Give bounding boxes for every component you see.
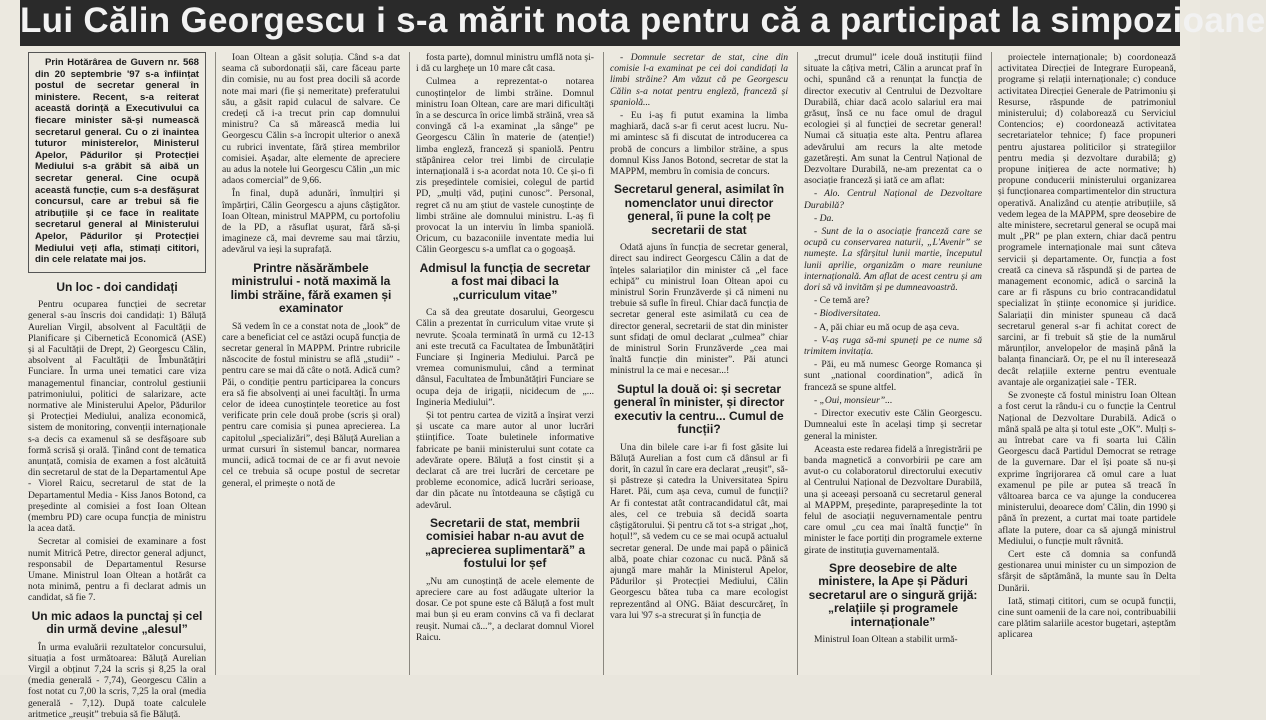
lead-box [28, 52, 206, 273]
paragraph: proiectele internaționale; b) coordonează activitatea Direcției de Integrare Europeană, programe și relații internaționale; c) conduce activitatea Direcției Generale de Patrimoniu și Resurse, răspunde de patrimoniul ministerului; d) colaborează cu Serviciul Contencios; e) coordonează activitatea secretariatelor tehnice; f) face propuneri pentru ajustarea politicilor și strategiilor pentru media și dezvoltare durabilă; g) propune inițierea de acte normative; h) propune conducerii ministerului organizarea și funcționarea compartimentelor din structura operativă. Analizând cu atenție atribuțiile, să vedem legea de la MAPPM, spre deosebire de alte ministere, secretarul general se ocupă mai mult „PR” pe plan extern, chiar dacă pentru programele internaționale mai sunt câteva servicii și departamente. Or, funcția a fost creată ca cineva să răspundă și de partea de management economic, adică o sarcină la care ar fi răspuns cu brio contracandidatul specializat în științe economice și juridice. Salariații din minister spuneau că dacă secretarul general s-ar fi achitat corect de sarcini, ar fi trebuit să știe de la numărul mărunților, anvelopelor de mașină până la balanța financiară. Or, pe el nu îl interesează decât relațiile externe pentru eventuale avantaje ale organizației sale - TER. [998, 52, 1176, 388]
article-columns [28, 52, 1176, 720]
paragraph: - Director executiv este Călin Georgescu. Dumnealui este în același timp și secretar general la minister. [804, 408, 982, 442]
paragraph: - Biodiversitatea. [814, 308, 881, 320]
paragraph: - A, păi chiar eu mă ocup de așa ceva. [814, 321, 960, 333]
subheading-8: Spre deosebire de alte ministere, la Ape și Păduri secretarul are o singură grijă: „relațiile și programele internaționale” [808, 560, 978, 629]
paragraph: Pentru ocuparea funcției de secretar general s-au înscris doi candidați: 1) Băluță Aurelian Virgil, absolvent al Facultății de Planificare și Cibernetică Economică (ASE) și al Facultății de Drept, 2) Georgescu Călin, absolvent al Facultății de Îmbunătățiri Funciare. În urma unei tematici care viza managementul financiar, controlul gestiunii patrimoniului, politici de salarizare, acte normative ale Ministerului Apelor, Pădurilor și Protecției Mediului, analiza economică, sistem de monitoring, convenții internaționale s-a decis ca examenul să se desfășoare sub formă scrisă și orală. Ținând cont de tematica anunțată, comisia de examen a fost alcătuită din secretarul de stat de la Departamentul Ape - Viorel Raicu, secretarul de stat de la Departamentul Media - Kiss Janos Botond, ca președinte al comisiei a fost Ioan Oltean (membru PD) care ocupa funcția de ministru la acea dată. [28, 299, 206, 535]
column-1 [28, 52, 206, 720]
paragraph: „Nu am cunoștință de acele elemente de apreciere care au fost adăugate ulterior la dosar. Ce pot spune este că Băluță a fost mult mai bun și eu eram convins că va fi declarat reușit. Numai că...”, a declarat domnul Viorel Raicu. [416, 575, 594, 643]
subheading-5: Secretarii de stat, membrii comisiei habar n-au avut de „aprecierea suplimentară” a fostului lor șef [424, 515, 586, 571]
paragraph: Ioan Oltean a găsit soluția. Când s-a dat seama că subordonații săi, care făceau parte din comisie, nu au fost prea docili să acorde note mai mari (fie și nemeritate) preferatului său, a găsit rapid culacul de salvare. Ce credeți că i-a trecut prin cap domnului ministru? Ca să mărească media lui Georgescu Călin s-a încropit ulterior o anexă cu rubrici inventate, fără știrea membrilor comisiei. Așadar, alte elemente de apreciere au adus la notele lui Georgescu Călin „un mic adaos comercial” de 9,66. [222, 52, 400, 187]
column-6 [991, 52, 1176, 675]
paragraph: Cert este că domnia sa confundă gestionarea unui minister cu un simpozion de sfârșit de săptămână, la munte sau în Delta Dunării. [998, 548, 1176, 594]
paragraph: fosta parte), domnul ministru umflă nota și-i dă cu largheţe un 10 mare cât casa. [416, 52, 594, 75]
subheading-6: Secretarul general, asimilat în nomenclator unui director general, îi pune la colț pe secretarii de stat [613, 182, 785, 237]
paragraph: - Alo. Centrul Național de Dezvoltare Durabilă? [804, 188, 982, 211]
paragraph: - Domnule secretar de stat, cine din comisie l-a examinat pe cei doi candidați la limbi străine? Am văzut că pe Georgescu Călin s-a notat pentru engleză, franceză și spaniolă... [610, 52, 788, 108]
subheading-2: Un mic adaos la punctaj și cel din urmă devine „alesul” [31, 608, 203, 637]
paragraph: - Păi, eu mă numesc George Romanca și sunt „national coordination”, adică în franceză se spune altfel. [804, 359, 982, 393]
subheading-7: Suptul la două oi: și secretar general în minister, și director executiv la centru... Cumul de funcții? [613, 381, 785, 437]
paragraph: - „Oui, monsieur”... [814, 394, 893, 406]
paragraph: „trecut drumul” icele două instituții fiind situate la câțiva metri, Călin a aruncat praf în ochi, spunând că a renunțat la funcția de director executiv al Centrului de Dezvoltare Durabilă, chiar dacă acolo salariul era mai grăsuț, însă ce nu face omul de dragul ecologiei și al funcției de secretar general! Numai că situația este alta. Pentru aflarea adevărului am recurs la alte metode gazetărești. Am sunat la Centrul Național de Dezvoltare Durabilă, ne-am prezentat ca o asociație franceză și iată ce am aflat: [804, 52, 982, 187]
paragraph: Una din bilele care i-ar fi fost găsite lui Băluță Aurelian a fost cum că dânsul ar fi dorit, în cazul în care era declarat „reușit”, să-și păstreze și catedra la Universitatea Spiru Haret. Păi, cum așa ceva, cumul de funcții? Ar fi contestat atât contracandidatul cât, mai ales, cel ce trebuia să decidă soarta câștigătorului. Și pentru că tot s-a strigat „hoț, hoțul!”, să vedem cu ce se mai ocupă actualul secretar general. De unde mai papă o pâinică albă, poate chiar cozonac cu nucă. Până să ajungă mare mahăr la Ministerul Apelor, Pădurilor și Protecției Mediului, Călin Georgescu bătea tuba ca mare ecologist reprezentând al ONG. Băiat descurcăreț, în vara lui '97 s-a strecurat și în funcția de [610, 441, 788, 621]
paragraph: Ministrul Ioan Oltean a stabilit urmă- [814, 634, 958, 646]
paragraph: - V-aș ruga să-mi spuneți pe ce nume să trimitem invitația. [804, 334, 982, 358]
paragraph: - Ce temă are? [814, 295, 870, 307]
column-3 [409, 52, 594, 675]
paragraph: Iată, stimați cititori, cum se ocupă funcții, cine sunt oamenii de la care noi, contribuabilii care plătim salariile acestor bugetari, așteptăm aplicarea [998, 595, 1176, 641]
paragraph: Ca să dea greutate dosarului, Georgescu Călin a prezentat în curriculum vitae vrute și nevrute. Școala terminată în urmă cu 12-13 ani este trecută ca Facultatea de Îmbunătățiri Funciare și Ingineria Mediului. Parcă pe vremea comunismului, când a terminat dânsul, Facultatea de Îmbunătățiri Funciare se ocupa deja de irigații, nicidecum de „... Ingineria Mediului”. [416, 307, 594, 408]
paragraph: În urma evaluării rezultatelor concursului, situația a fost următoarea: Băluță Aurelian Virgil a obținut 7,24 la scris și 8,25 la oral (media generală - 7,74), Georgescu Călin a fost notat cu 7,00 la scris, 7,25 la oral (media generală - 7,12). După toate calculele aritmetice „reușit” trebuia să fie Băluță. [28, 641, 206, 720]
paragraph: Și tot pentru cartea de vizită a înșirat verzi și uscate ca mare autor al unor lucrări științifice. Toate buletinele informative fabricate pe banii ministerului sunt cotate ca adevărate opere. Băluță a fost cinstit și a declarat că are trei lucrări de cercetare pe probleme economice, adică lucrări serioase, dar din păcate nu întotdeauna se câștigă cu adevărul. [416, 409, 594, 511]
paragraph: Secretar al comisiei de examinare a fost numit Mitrică Petre, director general adjunct, responsabil de Departamentul Resurse Umane. Ministrul Ioan Oltean a hotărât ca nota minimă, pentru a fi declarat admis un candidat, să fie 7. [28, 536, 206, 604]
paragraph: - Da. [814, 212, 834, 224]
column-4 [603, 52, 788, 675]
paragraph: Aceasta este redarea fidelă a înregistrării pe banda magnetică a convorbirii pe care am avut-o cu colaboratorul directorului executiv al Centrului Național de Dezvoltare Durabilă, una și aceeași persoană cu secretarul general al MAPPM, președinte, parapreședinte la tot felul de asociații neguvernamentale pentru care omul „cu cea mai înaltă funcție” în minister le face portiți din programele externe girate de instituția guvernamentală. [804, 443, 982, 556]
subheading-1: Un loc - doi candidați [56, 279, 178, 294]
paragraph: - Sunt de la o asociație franceză care se ocupă cu conservarea naturii, „L'Avenir” se numește. La sfârșitul lunii martie, începutul lunii aprilie, organizăm o mare reuniune internațională. Am aflat de acest centru și am dori să vă invităm și pe dumneavoastră. [804, 226, 982, 294]
paragraph: În final, după adunări, înmulțiri și împărțiri, Călin Georgescu a ajuns câștigător. Ioan Oltean, ministrul MAPPM, cu portofoliu de la PD, a răsuflat ușurat, fără să-și imagineze că, mai devreme sau mai târziu, adevărul va ieși la suprafață. [222, 188, 400, 256]
subheading-3: Printre năsărămbele ministrului - notă maximă la limbi străine, fără examen și examinator [230, 260, 392, 316]
column-5 [797, 52, 982, 675]
column-2 [215, 52, 400, 675]
lead-text: Prin Hotărârea de Guvern nr. 568 din 20 septembrie '97 s-a înființat postul de secretar general în ministere. Recent, s-a reiterat această dorință a Executivului ca fiecare minister să-și numească secretarul general. Cu o zi înaintea tuturor ministerelor, Ministerul Apelor, Pădurilor și Protecției Mediului s-a grăbit să aibă un secretar general. Cine ocupă această funcție, cum s-a desfășurat concursul, care ar trebui să fie atribuțiile și ce face în realitate secretarul general al Ministerului Apelor, Pădurilor și Protecției Mediului veți afla, stimați cititori, din cele relatate mai jos. [35, 57, 199, 266]
paragraph: Să vedem în ce a constat nota de „look” de care a beneficiat cel ce astăzi ocupă funcția de secretar general în MAPPM. Printre rubricile născocite de fostul ministru se află „studii” - pentru care se mai dă câte o notă. Adică cum? Păi, o condiție pentru participarea la concurs era să fie absolvenți ai unei facultăți. În urma celor de ideea cunoștințele teoretice au fost verificate prin cele două probe (scris și oral) pentru care comisia și punea aprecierea. La capitolul „specializări”, deși Băluță Aurelian a urmat cursuri în sistemul bancar, normarea muncii, adică tocmai de ce ar fi avut nevoie cel ce trebuia să ocupe postul de secretar general, el primește o notă de [222, 320, 400, 489]
paragraph: Culmea a reprezentat-o notarea cunoștințelor de limbi străine. Domnul ministru Ioan Oltean, care are mari dificultăți în a se descurca în orice limbă străină, vrea să convingă că l-a examinat „la sânge” pe Georgescu Călin în materie de (atenție!) limba engleză, franceză și spaniolă. Pentru stăpânirea celor trei limbi de circulație internațională i s-a acordat nota 10. Ce și-o fi zis președintele comisiei, colegul de partid PD, „mulți văd, puțini cunosc”. Personal, regret că nu am știut de vastele cunoștințe de limbi străine ale domnului ministru. L-aș fi provocat la un interviu în limba spaniolă. Oricum, cu bazaconiile inventate media lui Călin Georgescu s-a umflat ca o gogoașă. [416, 76, 594, 256]
paragraph: Odată ajuns în funcția de secretar general, direct sau indirect Georgescu Călin a dat de înțeles salariaților din minister că „el face echipă” cu ministrul Ioan Oltean apoi cu ministrul Sorin Frunzăverde și că nimeni nu trebuie să sufle în fireul. Chiar dacă funcția de secretar general este asimilată cu cea de director general, secretarii de stat din minister sunt sfidați de omul declarat „culmea” chiar de ministrul Sorin Frunzăverde „cea mai înaltă funcție din minister”. Păi atunci ministrul la ce mai e necesar...! [610, 242, 788, 377]
paragraph: - Eu i-aș fi putut examina la limba maghiară, dacă s-ar fi cerut acest lucru. Nu-mi amintesc să fi discutat de introducerea ca probă de concurs a limbilor străine, a spus domnul Kiss Janos Botond, secretar de stat la MAPPM, membru în comisia de concurs. [610, 110, 788, 178]
subheading-4: Admisul la funcția de secretar a fost mai dibaci la „curriculum vitae” [419, 260, 591, 302]
paragraph: Se zvonește că fostul ministru Ioan Oltean a fost cerut la rându-i cu o funcție la Centrul Național de Dezvoltare Durabilă. Adică o mână spală pe alta și totul este „OK”. Mulți s-au întrebat care va fi soarta lui Călin Georgescu dacă Partidul Democrat se retrage de la guvernare. Dar el își poate să nu-și exprime îngrijorarea că omul care a luat examenul pe pile ar putea să treacă în vâltoarea barca ce va ajunge la conducerea ministerului, deoarece dom' Călin, din 1990 și până în prezent, a curtat mai toate partidele aflate la putere, doar ca să ajungă ministrul Mediului, o funcție mult râvnită. [998, 390, 1176, 547]
headline: Lui Călin Georgescu i s-a mărit nota pentru că a participat la simpozioane [20, 0, 1180, 46]
